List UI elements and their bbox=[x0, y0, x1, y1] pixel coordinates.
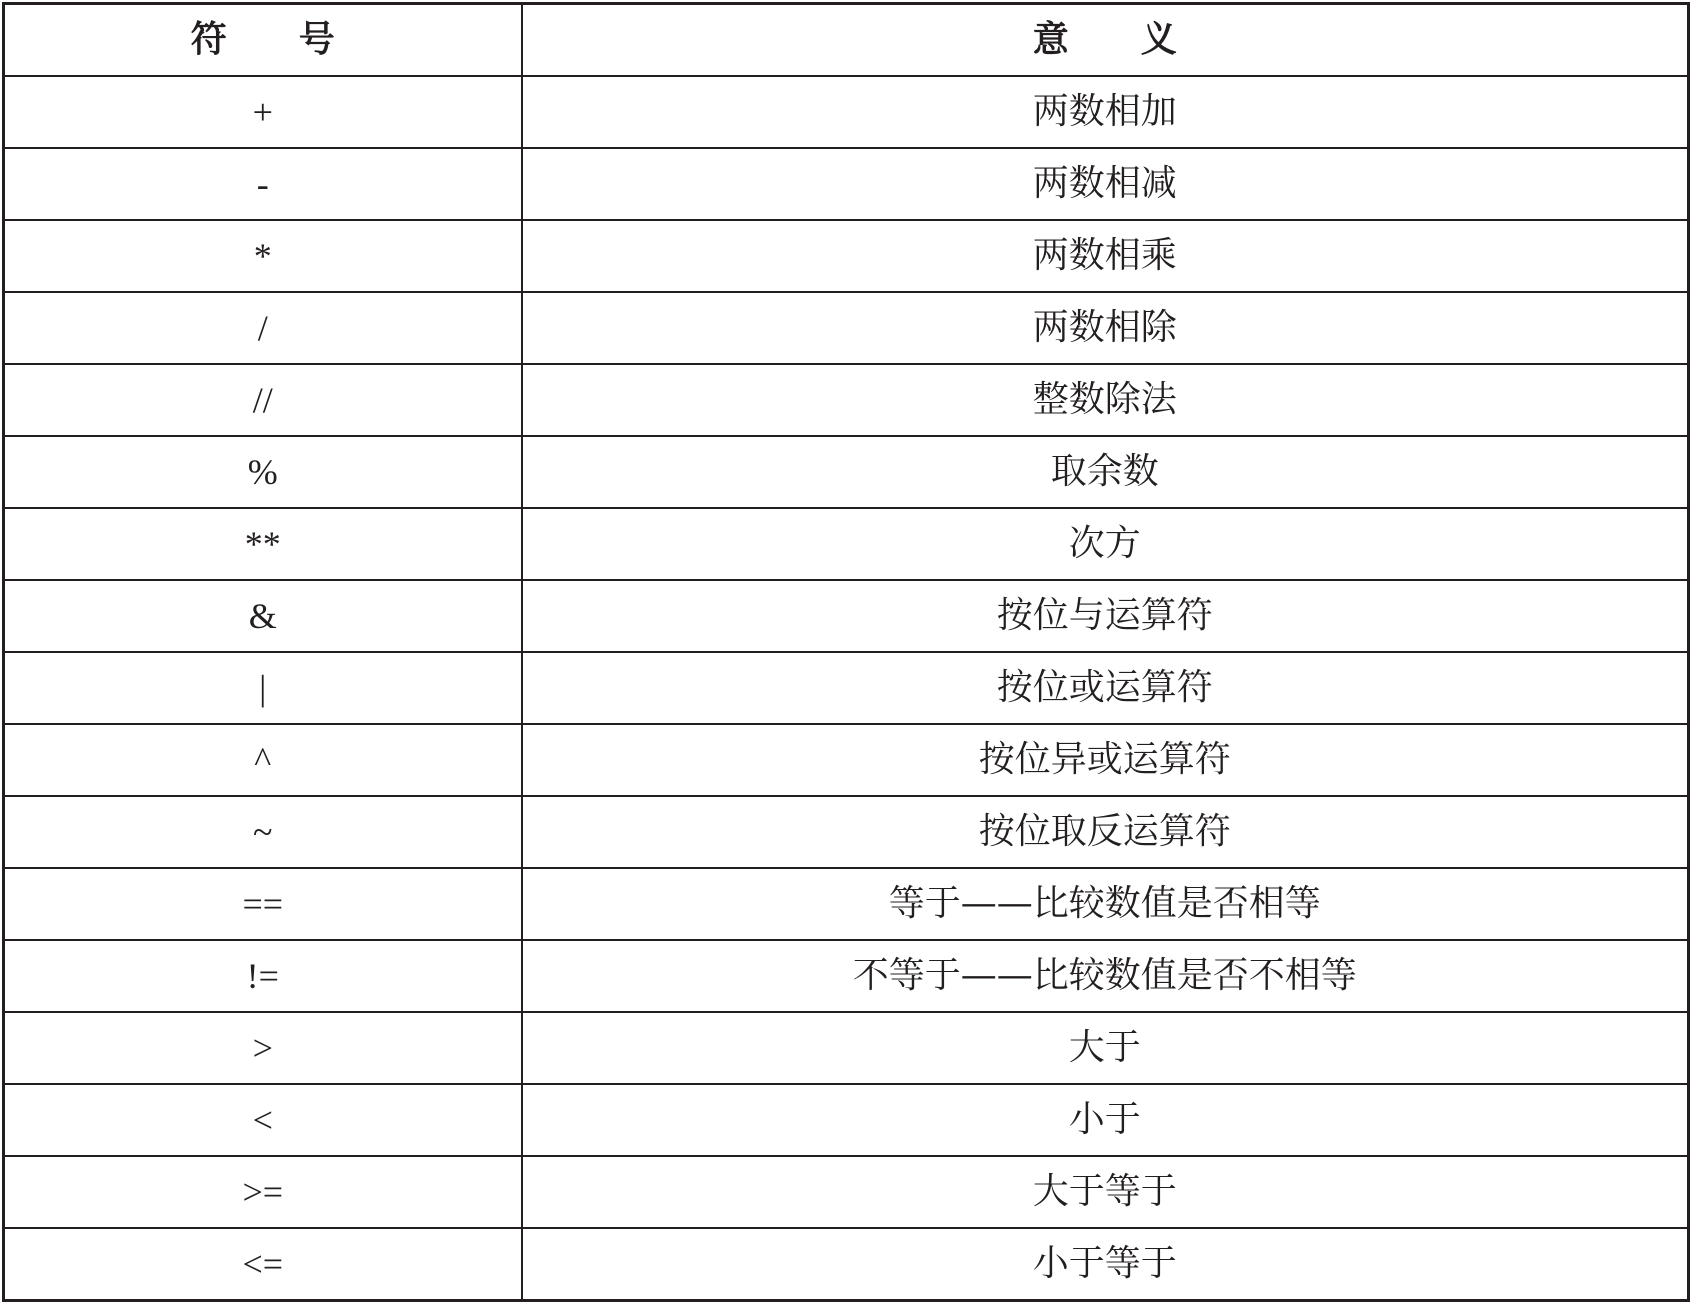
table-row bbox=[4, 724, 1689, 796]
symbol-cell: * bbox=[4, 220, 522, 292]
symbol-cell: >= bbox=[4, 1156, 522, 1228]
meaning-cell: 两数相加 bbox=[522, 76, 1689, 148]
symbol-cell: == bbox=[4, 868, 522, 940]
meaning-cell: 取余数 bbox=[522, 436, 1689, 508]
meaning-cell: 按位异或运算符 bbox=[522, 724, 1689, 796]
symbol-cell: - bbox=[4, 148, 522, 220]
symbol-cell: != bbox=[4, 940, 522, 1012]
symbol-cell: <= bbox=[4, 1228, 522, 1301]
meaning-cell: 两数相除 bbox=[522, 292, 1689, 364]
symbol-cell: ** bbox=[4, 508, 522, 580]
table-row bbox=[4, 436, 1689, 508]
table-row bbox=[4, 508, 1689, 580]
symbol-cell: // bbox=[4, 364, 522, 436]
table-row bbox=[4, 796, 1689, 868]
meaning-cell: 按位与运算符 bbox=[522, 580, 1689, 652]
table-row bbox=[4, 1012, 1689, 1084]
meaning-cell: 两数相减 bbox=[522, 148, 1689, 220]
header-symbol: 符 号 bbox=[4, 4, 522, 77]
table-row bbox=[4, 148, 1689, 220]
meaning-cell: 次方 bbox=[522, 508, 1689, 580]
table-row bbox=[4, 652, 1689, 724]
meaning-cell: 大于 bbox=[522, 1012, 1689, 1084]
meaning-cell: 小于等于 bbox=[522, 1228, 1689, 1301]
table-row bbox=[4, 868, 1689, 940]
symbol-cell: | bbox=[4, 652, 522, 724]
header-meaning: 意 义 bbox=[522, 4, 1689, 77]
symbol-cell: & bbox=[4, 580, 522, 652]
table-row bbox=[4, 1228, 1689, 1301]
symbol-cell: < bbox=[4, 1084, 522, 1156]
symbol-cell: % bbox=[4, 436, 522, 508]
meaning-cell: 小于 bbox=[522, 1084, 1689, 1156]
meaning-cell: 整数除法 bbox=[522, 364, 1689, 436]
table-row bbox=[4, 364, 1689, 436]
table-row bbox=[4, 76, 1689, 148]
meaning-cell: 大于等于 bbox=[522, 1156, 1689, 1228]
table-header-row bbox=[4, 4, 1689, 77]
meaning-cell: 等于——比较数值是否相等 bbox=[522, 868, 1689, 940]
table-row bbox=[4, 220, 1689, 292]
operator-table bbox=[2, 2, 1690, 1302]
symbol-cell: + bbox=[4, 76, 522, 148]
table-row bbox=[4, 940, 1689, 1012]
meaning-cell: 不等于——比较数值是否不相等 bbox=[522, 940, 1689, 1012]
symbol-cell: ~ bbox=[4, 796, 522, 868]
table-row bbox=[4, 580, 1689, 652]
meaning-cell: 两数相乘 bbox=[522, 220, 1689, 292]
table-row bbox=[4, 1156, 1689, 1228]
symbol-cell: > bbox=[4, 1012, 522, 1084]
table-row bbox=[4, 292, 1689, 364]
symbol-cell: ^ bbox=[4, 724, 522, 796]
symbol-cell: / bbox=[4, 292, 522, 364]
table-row bbox=[4, 1084, 1689, 1156]
meaning-cell: 按位或运算符 bbox=[522, 652, 1689, 724]
meaning-cell: 按位取反运算符 bbox=[522, 796, 1689, 868]
